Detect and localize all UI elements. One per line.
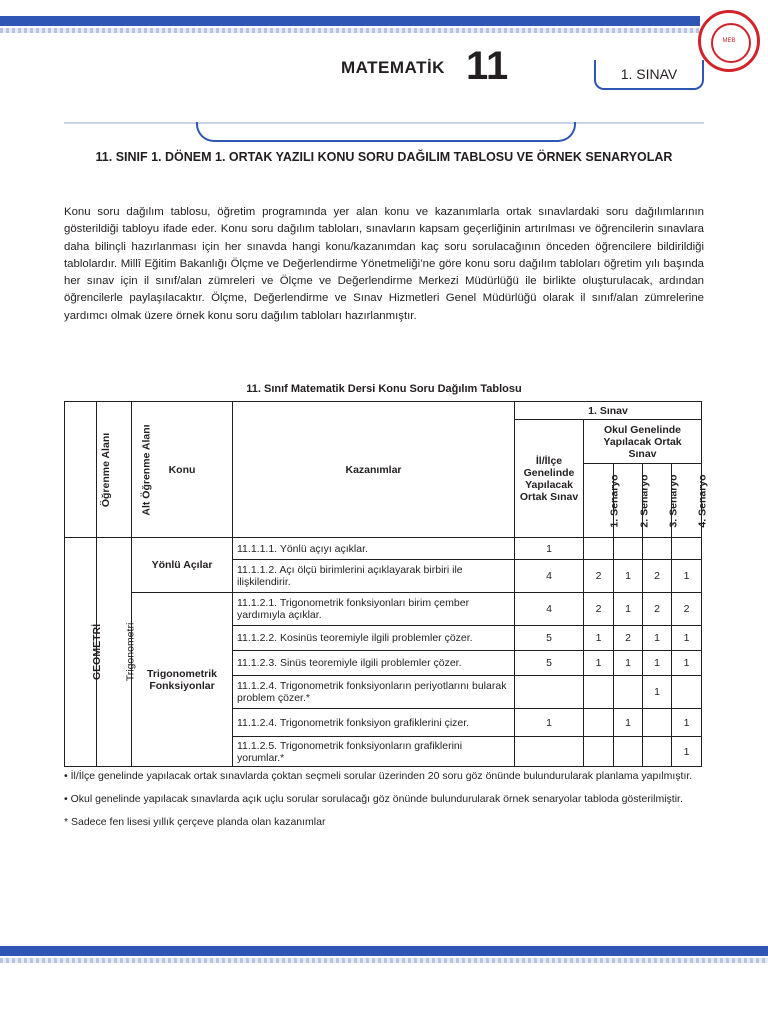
scenario-cell: 1 [672, 651, 702, 676]
scenario-cell [672, 538, 702, 560]
header-school-exam: Okul Genelinde Yapılacak Ortak Sınav [584, 420, 702, 464]
scenario-cell [643, 709, 672, 737]
province-cell: 4 [515, 560, 584, 593]
outcome-cell: 11.1.1.2. Açı ölçü birimlerini açıklayarak birbiri ile ilişkilendirir. [233, 560, 515, 593]
scenario-cell: 2 [614, 626, 643, 651]
scenario-cell: 1 [614, 593, 643, 626]
footnote: * Sadece fen lisesi yıllık çerçeve planda olan kazanımlar [64, 816, 326, 828]
header-learning-area: Öğrenme Alanı [65, 402, 97, 538]
scenario-cell: 1 [614, 651, 643, 676]
scenario-cell: 2 [643, 560, 672, 593]
table-row [65, 538, 702, 560]
header-separator-arc [196, 122, 576, 142]
scenario-cell: 2 [643, 593, 672, 626]
scenario-cell: 2 [584, 560, 614, 593]
grade-number: 11 [466, 44, 509, 88]
province-cell: 5 [515, 626, 584, 651]
scenario-cell [614, 676, 643, 709]
header-sub-learning-area: Alt Öğrenme Alanı [97, 402, 132, 538]
scenario-cell: 1 [643, 676, 672, 709]
table-caption: 11. Sınıf Matematik Dersi Konu Soru Dağılım Tablosu [246, 383, 522, 395]
scenario-cell: 2 [584, 593, 614, 626]
ministry-seal-icon: MEB [698, 10, 760, 72]
scenario-cell: 2 [672, 593, 702, 626]
scenario-cell: 1 [672, 560, 702, 593]
scenario-cell [643, 737, 672, 767]
province-cell [515, 737, 584, 767]
scenario-cell: 1 [643, 626, 672, 651]
scenario-cell: 1 [584, 651, 614, 676]
scenario-cell [614, 538, 643, 560]
distribution-table [64, 401, 709, 767]
header-scenario-4: 4. Senaryo [672, 464, 702, 538]
header-scenario-3: 3. Senaryo [643, 464, 672, 538]
province-cell: 4 [515, 593, 584, 626]
footnote: • İl/İlçe genelinde yapılacak ortak sınavlarda çoktan seçmeli sorular üzerinden 20 soru göz önünde bulundurularak planlama yapılmıştır. [64, 770, 693, 782]
learning-area-cell: GEOMETRİ [65, 538, 97, 767]
outcome-cell: 11.1.2.3. Sinüs teoremiyle ilgili problemler çözer. [233, 651, 515, 676]
intro-paragraph: Konu soru dağılım tablosu, öğretim programında yer alan konu ve kazanımlarla ortak sınavlardaki soru dağılımlarının gösterildiği tabloyu ifade eder. Konu soru dağılım tabloları, sınavların kapsam geçerliğinin artırılması ve öğrencilerin sınavlara daha bilinçli hazırlanması için her sınavda hangi konu/kazanımdan kaç soru sorulacağının önceden öğrencilere bildirildiği tablolardır. Millî Eğitim Bakanlığı Ölçme ve Değerlendirme Yönetmeliği’ne göre konu soru dağılım tabloları öğretim yılı başında her sınav için il sınıf/alan zümreleri ve Ölçme ve Değerlendirme Merkezi Müdürlüğü ile birlikte oluşturulacak, ardından öğrencilerle paylaşılacaktır. Ölçme, Değerlendirme ve Sınav Hizmetleri Genel Müdürlüğü olarak il sınıf/alan zümrelerine yardımcı olmak üzere örnek konu soru dağılım tabloları hazırlanmıştır. [64, 206, 704, 322]
header-exam: 1. Sınav [515, 402, 702, 420]
topic-cell: Trigonometrik Fonksiyonlar [132, 593, 233, 767]
outcome-cell: 11.1.2.5. Trigonometrik fonksiyonların grafiklerini yorumlar.* [233, 737, 515, 767]
header-band-pattern [0, 28, 700, 33]
footnotes [64, 768, 704, 837]
province-cell [515, 676, 584, 709]
sub-learning-area-cell: Trigonometri [97, 538, 132, 767]
scenario-cell [643, 538, 672, 560]
page-heading: 11. SINIF 1. DÖNEM 1. ORTAK YAZILI KONU SORU DAĞILIM TABLOSU VE ÖRNEK SENARYOLAR [95, 150, 673, 164]
header-scenario-1: 1. Senaryo [584, 464, 614, 538]
scenario-cell [614, 737, 643, 767]
subject-title: MATEMATİK [341, 58, 445, 77]
scenario-cell [672, 676, 702, 709]
header-scenario-2: 2. Senaryo [614, 464, 643, 538]
scenario-cell [584, 737, 614, 767]
outcome-cell: 11.1.1.1. Yönlü açıyı açıklar. [233, 538, 515, 560]
outcome-cell: 11.1.2.2. Kosinüs teoremiyle ilgili problemler çözer. [233, 626, 515, 651]
header-topic: Konu [132, 402, 233, 538]
province-cell: 1 [515, 538, 584, 560]
header-band [0, 16, 700, 26]
scenario-cell: 1 [672, 709, 702, 737]
scenario-cell [584, 709, 614, 737]
exam-tab: 1. SINAV [594, 60, 704, 90]
table-row [65, 593, 702, 626]
province-cell: 5 [515, 651, 584, 676]
scenario-cell: 1 [672, 737, 702, 767]
scenario-cell: 1 [614, 560, 643, 593]
header-province-exam: İl/İlçe Genelinde Yapılacak Ortak Sınav [515, 420, 584, 538]
scenario-cell: 1 [672, 626, 702, 651]
scenario-cell: 1 [584, 626, 614, 651]
scenario-cell [584, 676, 614, 709]
outcome-cell: 11.1.2.1. Trigonometrik fonksiyonları birim çember yardımıyla açıklar. [233, 593, 515, 626]
topic-cell: Yönlü Açılar [132, 538, 233, 593]
footer-band-pattern [0, 958, 768, 963]
outcome-cell: 11.1.2.4. Trigonometrik fonksiyon grafiklerini çizer. [233, 709, 515, 737]
scenario-cell: 1 [643, 651, 672, 676]
province-cell: 1 [515, 709, 584, 737]
header-outcomes: Kazanımlar [233, 402, 515, 538]
scenario-cell: 1 [614, 709, 643, 737]
outcome-cell: 11.1.2.4. Trigonometrik fonksiyonların periyotlarını bularak problem çözer.* [233, 676, 515, 709]
scenario-cell [584, 538, 614, 560]
footnote: • Okul genelinde yapılacak sınavlarda açık uçlu sorular sorulacağı göz önünde bulundurularak örnek senaryolar tabloda gösterilmiştir. [64, 793, 683, 805]
footer-band [0, 946, 768, 956]
